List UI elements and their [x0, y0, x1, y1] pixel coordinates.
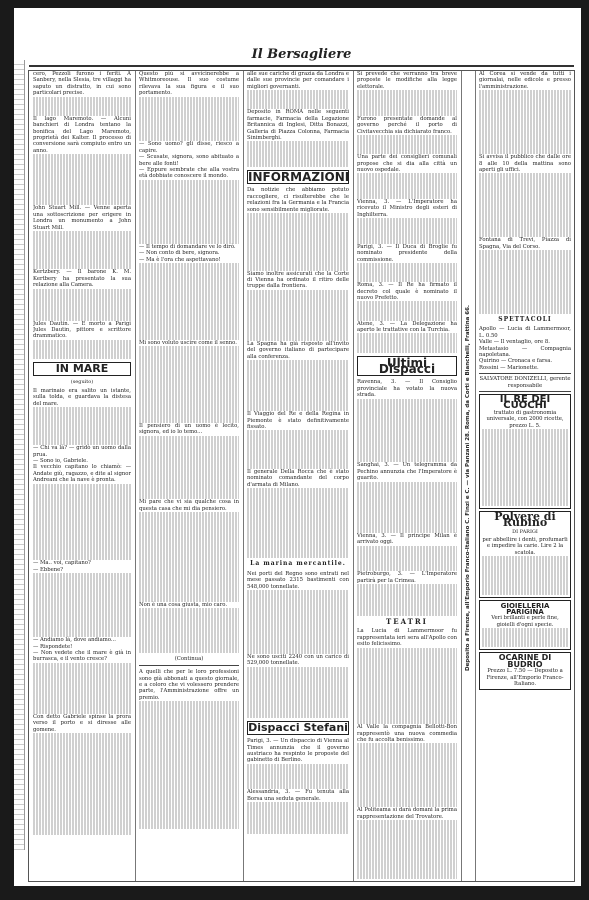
story-line: — Sono io, Gabriele. [33, 458, 88, 465]
col4-top: Vienna, 3. — L'Imperatore ha ricevuto il Ministro degli esteri di Inghilterra. [357, 198, 457, 218]
column-2 [139, 71, 239, 879]
col1-para: cero, Pezzoli furono i feriti. A Sanbery, nella Slesia, tre villaggi ha saputo un distratto, in cui sono particolari precise. [33, 71, 131, 97]
section-title-in-mare: IN MARE [33, 362, 131, 376]
col3-para: Il generale Della Rocca che è stato nominato comandante del corpo d'armata di Milano. [247, 468, 349, 488]
column-divider [461, 71, 462, 881]
column-divider [135, 71, 136, 881]
ad-title: Polvere di Rubino [494, 509, 556, 530]
story-line: Il vecchio capitano lo chiamò: — Andate giù, ragazzo, e dite al signor Andreani che la nave è pronta. [33, 464, 131, 484]
col4-top: Parigi, 3. — Il Duca di Broglie fu nominato presidente della commissione. [357, 243, 457, 263]
spettacolo: Valle — Il ventaglio, ore 8. [479, 339, 550, 346]
col1-para: John Stuart Mill. — Venne aperta una sottoscrizione per erigere in Londra un monumento a John Stuart Mill. [33, 205, 131, 231]
col3-para: Siamo inoltre assicurati che la Corte di Vienna ha ordinato il ritiro delle truppe dalla frontiera. [247, 270, 349, 290]
col3-para: Il Viaggio del Re e della Regina in Piemonte è stato definitivamente fissato. [247, 411, 349, 431]
spettacolo: Apollo — Lucia di Lammermoor, L. 0.50 [479, 326, 571, 339]
col2-para: Il pensiero di un uomo è lecito, signora, ed io lo temo... [139, 422, 239, 436]
col4-top: Si prevede che verranno tra breve proposte le modifiche alla legge elettorale. [357, 71, 457, 90]
col5-top: Al Corea si vende da tutti i giornalai, nelle edicole e presso l'amministrazione. [479, 71, 571, 90]
col4-top: Roma, 3. — Il Re ha firmato il decreto col quale è nominato il nuovo Prefetto. [357, 282, 457, 301]
ad-ocarine [479, 652, 571, 690]
column-5 [479, 71, 571, 879]
spettacolo: Rossini — Marionette. [479, 364, 539, 371]
column-divider [353, 71, 354, 881]
col2-para: — Scusate, signora, sono abituato a bere alle fonti! [139, 154, 239, 167]
column-divider [243, 71, 244, 881]
subheading-marina: La marina mercantile. [250, 560, 346, 568]
gerente-signature: SALVATORE DONIZELLI, gerente responsabile [479, 376, 571, 389]
story-line: — Chi va là? — gridò un uomo dalla prua. [33, 445, 131, 458]
col2-para: — Il tempo di domandare ve lo dirò. [139, 243, 236, 250]
story-line: Il marinaio era salito un istante, sulla tolda, e guardava la distesa del mare. [33, 387, 131, 407]
dispaccio: Pietroburgo, 3. — L'Imperatore partirà per la Crimea. [357, 571, 457, 584]
spettacolo: Metastasio — Compagnia napoletana. [479, 345, 571, 358]
col3-para: La Spagna ha già risposto all'invito del governo italiano di partecipare alla conferenza. [247, 340, 349, 360]
dispaccio: Sanghai, 3. — Un telegramma da Pechino annunzia che l'Imperatore è guarito. [357, 462, 457, 482]
column-1 [33, 71, 131, 879]
masthead: Il Bersagliere [251, 47, 352, 62]
col2-para: — Ma è l'ora che aspettavano! [139, 256, 221, 263]
ad-title: GIOIELLERIA PARIGINA [500, 601, 550, 616]
story-line: — Ma.. voi, capitano? [33, 560, 91, 567]
col2-para: — Eppure sembrate che alla vostra età dobbiate conoscere il mondo. [139, 166, 239, 180]
story-line: Con detto Gabriele spinse la prora verso il porto e si diresse alle gomene. [33, 713, 131, 733]
teatri-para: Al Valle la compagnia Bellotti-Bon rappresentò una nuova commedia che fu accolta benissimo. [357, 724, 457, 744]
masthead-rule [29, 65, 574, 67]
col3-bottom: Nei porti del Regno sono entrati nel mese passato 2315 bastimenti con 548,000 tonnellate. [247, 570, 349, 590]
heading-spettacoli: SPETTACOLI [498, 315, 552, 323]
dispaccio: Ravenna, 3. — Il Consiglio provinciale ha votato la nuova strada. [357, 379, 457, 399]
ad-title: IL RE DEI CUOCHI [499, 394, 551, 412]
heading-ultimi-dispacci: Ultimi Dispacci [357, 356, 457, 377]
ad-text: per abbellire i denti, profumarli e impedire la carie. Lire 2 la scatola. [482, 536, 568, 556]
ad-text: Veri brillanti e perle fine, gioielli d'ogni specie. [491, 615, 559, 628]
ad-re-dei-cuochi [479, 394, 571, 509]
teatri-para: La Lucia di Lammermoor fu rappresentata ieri sera all'Apollo con esito felicissimo. [357, 628, 457, 648]
col5-top: Fontana di Trevi, Piazza di Spagna, Via del Corso. [479, 237, 571, 250]
ad-polvere-rubino [479, 511, 571, 598]
notice-text: A quelli che per le loro professioni sono già abbonati a questo giornale, e a coloro che vi volessero prendere parte, l'Amministrazione offre un premio. [139, 669, 239, 701]
heading-dispacci-stefani: Dispacci Stefani [248, 720, 348, 734]
column-4 [357, 71, 457, 879]
col3-top: Deposito in ROMA nelle seguenti farmacie, Farmacia della Legazione Britannica di Inglesi, Ditta Bonazzi, Galleria di Piazza Colonna, Farmacia Sinimberghi. [247, 109, 349, 142]
ad-text: trattato di gastronomia universale, con 2000 ricette, prezzo L. 5. [486, 409, 564, 429]
col2-para: Mi pare che vi sia qualche cosa in questa casa che mi dia pensiero. [139, 499, 239, 512]
col4-top: Una parte dei consiglieri comunali propose che si dia alla città un nuovo ospedale. [357, 154, 457, 173]
col5-top: Si avvisa il pubblico che dalle ore 8 alle 10 della mattina sono aperti gli uffici. [479, 154, 571, 173]
col2-para: — Sono uomo? gli disse, riesco a capire. [139, 141, 239, 154]
scan-edge-bottom [0, 886, 589, 900]
dispaccio: Vienna, 3. — Il principe Milan è arrivato oggi. [357, 532, 457, 546]
col1-para: Il lago Maremoto. — Alcuni banchieri di Londra tentano la bonifica del Lago Maremoto, proprietà dei Kalter. Il processo di conversione sarà compiuto entro un anno. [33, 115, 131, 154]
story-line: — Non vedete che il mare è già in burrasca, e il vento cresce? [33, 649, 131, 663]
ad-gioielleria [479, 600, 571, 651]
heading-teatri: TEATRI [386, 616, 428, 626]
col3-bottom: Ne sono usciti 2240 con un carico di 529,000 tonnellate. [247, 653, 349, 667]
col4-top: Atene, 3. — La Delegazione ha aperto le trattative con la Turchia. [357, 320, 457, 333]
col2-para: Questo più si avvicinerebbe a Whitmoreouse. Il suo costume rilevava la sua figura e il suo portamento. [139, 71, 239, 97]
scan-edge-right [581, 0, 589, 900]
story-line: — Andiamo là, dove andiamo... [33, 637, 116, 644]
col3-para: Da notizie che abbiamo potuto raccogliere, ci risulterebbe che le relazioni fra la Germania e la Francia sono sensibilmente migliorate. [247, 187, 349, 213]
ad-title: OCARINE DI BUDRIO [498, 653, 552, 669]
col1-para: Jules Dautin. — E morto a Parigi Jules Dautin, pittore e scrittore drammatico. [33, 320, 131, 340]
vertical-ad-text: Deposito a Firenze, all'Emporio Franco-Italiano C. Finzi e C. — via Panzani 28. Roma, da Corti e Bianchelli, Frattina 66. [465, 304, 471, 671]
dispaccio: Parigi, 3. — Un dispaccio di Vienna al Times annunzia che il governo austriaco ha respinto le proposte del gabinetto di Berlino. [247, 738, 349, 764]
dispaccio: Alessandria, 3. — Fu tenuta alla Borsa una seduta generale. [247, 789, 349, 802]
ad-text: Prezzo L. 7.50 — Deposito a Firenze, all'Emporio Franco-Italiano. [486, 668, 564, 687]
col1-para: Kertzbery. — Il barone K. M. Kertbery ha presentato la sua relazione alla Camera. [33, 269, 131, 289]
newspaper-page [28, 47, 575, 882]
scan-edge-left [0, 0, 14, 900]
story-line: — Rispondete! [33, 643, 73, 650]
col4-top: Furono presentate domande al governo perché il porto di Civitavecchia sia dichiarato franco. [357, 115, 457, 135]
teatri-para: Al Politeama si darà domani la prima rappresentazione del Trovatore. [357, 807, 457, 820]
col2-para: Mi sono voluto uscire come il senno. [139, 339, 237, 346]
column-divider [475, 71, 476, 881]
heading-informazioni: INFORMAZIONI [248, 169, 349, 184]
section-subtitle: (seguito) [70, 379, 94, 386]
ad-subtitle: DI PARIGI [512, 528, 538, 535]
col3-top: alle sue cariche di grazia da Londra e dalle sue provincie per comandare i migliori governanti. [247, 71, 349, 90]
spettacolo: Quirino — Cronaca e farsa. [479, 358, 553, 365]
col2-para: — Non conto di bere, signora. [139, 250, 220, 257]
col2-para: Non è una cosa giusta, mio caro. [139, 601, 228, 608]
adjacent-page-strip [14, 60, 25, 850]
continua-label: (Continua) [174, 655, 204, 662]
story-line: — Ebbene? [33, 566, 64, 573]
column-3 [247, 71, 349, 879]
scan-edge-top [0, 0, 589, 8]
